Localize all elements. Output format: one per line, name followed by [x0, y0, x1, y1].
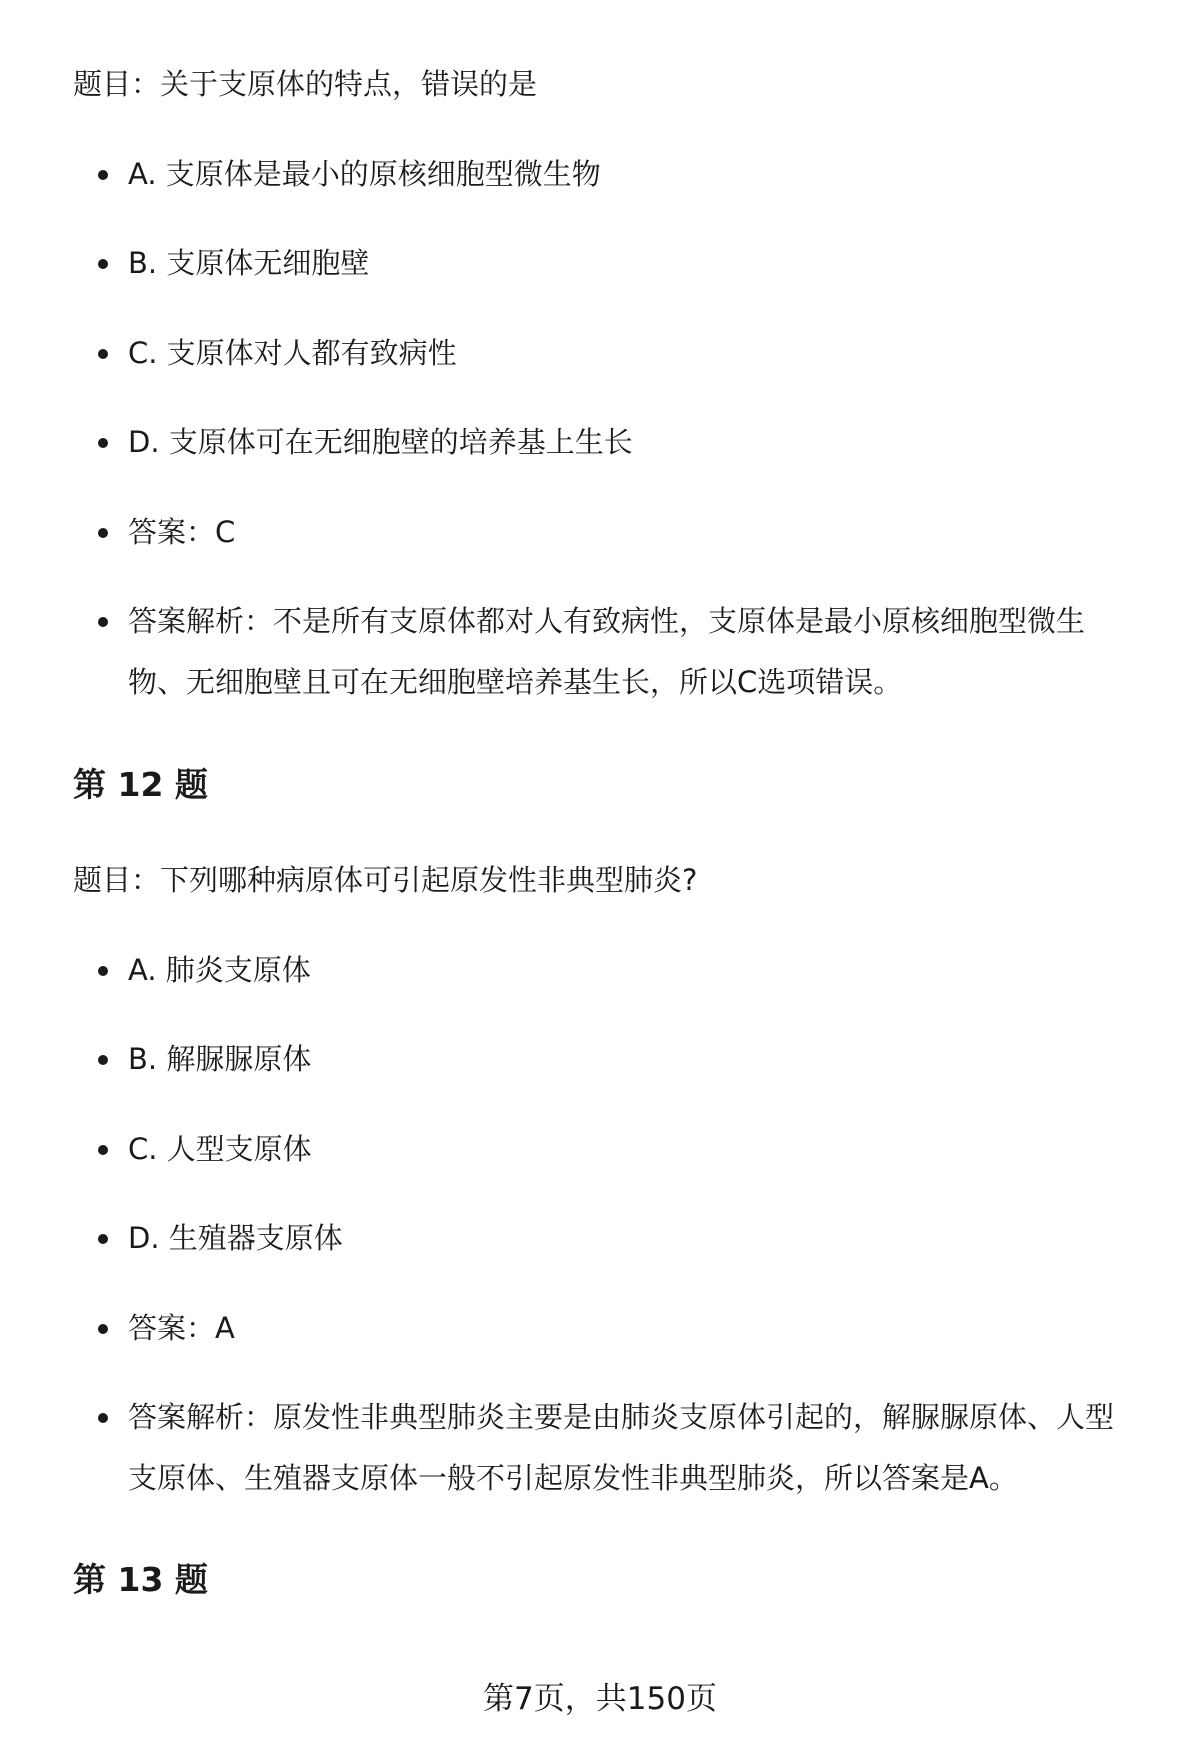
- q12-stem: 题目：下列哪种病原体可引起原发性非典型肺炎?: [73, 863, 698, 897]
- analysis-text: 答案解析：不是所有支原体都对人有致病性，支原体是最小原核细胞型微生物、无细胞壁且可在无细胞壁培养基生长，所以C选项错误。: [128, 604, 1086, 699]
- option-text: B. 解脲脲原体: [128, 1042, 312, 1076]
- option-text: B. 支原体无细胞壁: [128, 246, 370, 280]
- bullet-icon: [98, 259, 108, 269]
- bullet-icon: [98, 1234, 108, 1244]
- bullet-icon: [98, 170, 108, 180]
- option-text: C. 人型支原体: [128, 1132, 312, 1166]
- bullet-icon: [98, 528, 108, 538]
- option-text: A. 肺炎支原体: [128, 953, 311, 987]
- bullet-icon: [98, 1413, 108, 1423]
- option-text: A. 支原体是最小的原核细胞型微生物: [128, 157, 601, 191]
- bullet-icon: [98, 617, 108, 627]
- option-text: D. 支原体可在无细胞壁的培养基上生长: [128, 425, 633, 459]
- bullet-icon: [98, 349, 108, 359]
- q12-heading: 第 12 题: [73, 765, 208, 804]
- analysis-text: 答案解析：原发性非典型肺炎主要是由肺炎支原体引起的，解脲脲原体、人型支原体、生殖器支原体一般不引起原发性非典型肺炎，所以答案是A。: [128, 1400, 1115, 1495]
- page-footer: 第7页，共150页: [483, 1681, 717, 1717]
- q13-heading: 第 13 题: [73, 1560, 208, 1599]
- answer-text: 答案：C: [128, 515, 236, 549]
- bullet-icon: [98, 1324, 108, 1334]
- option-text: D. 生殖器支原体: [128, 1221, 343, 1255]
- bullet-icon: [98, 438, 108, 448]
- bullet-icon: [98, 966, 108, 976]
- answer-text: 答案：A: [128, 1311, 235, 1345]
- option-text: C. 支原体对人都有致病性: [128, 336, 457, 370]
- q11-stem: 题目：关于支原体的特点，错误的是: [73, 67, 538, 101]
- bullet-icon: [98, 1145, 108, 1155]
- bullet-icon: [98, 1055, 108, 1065]
